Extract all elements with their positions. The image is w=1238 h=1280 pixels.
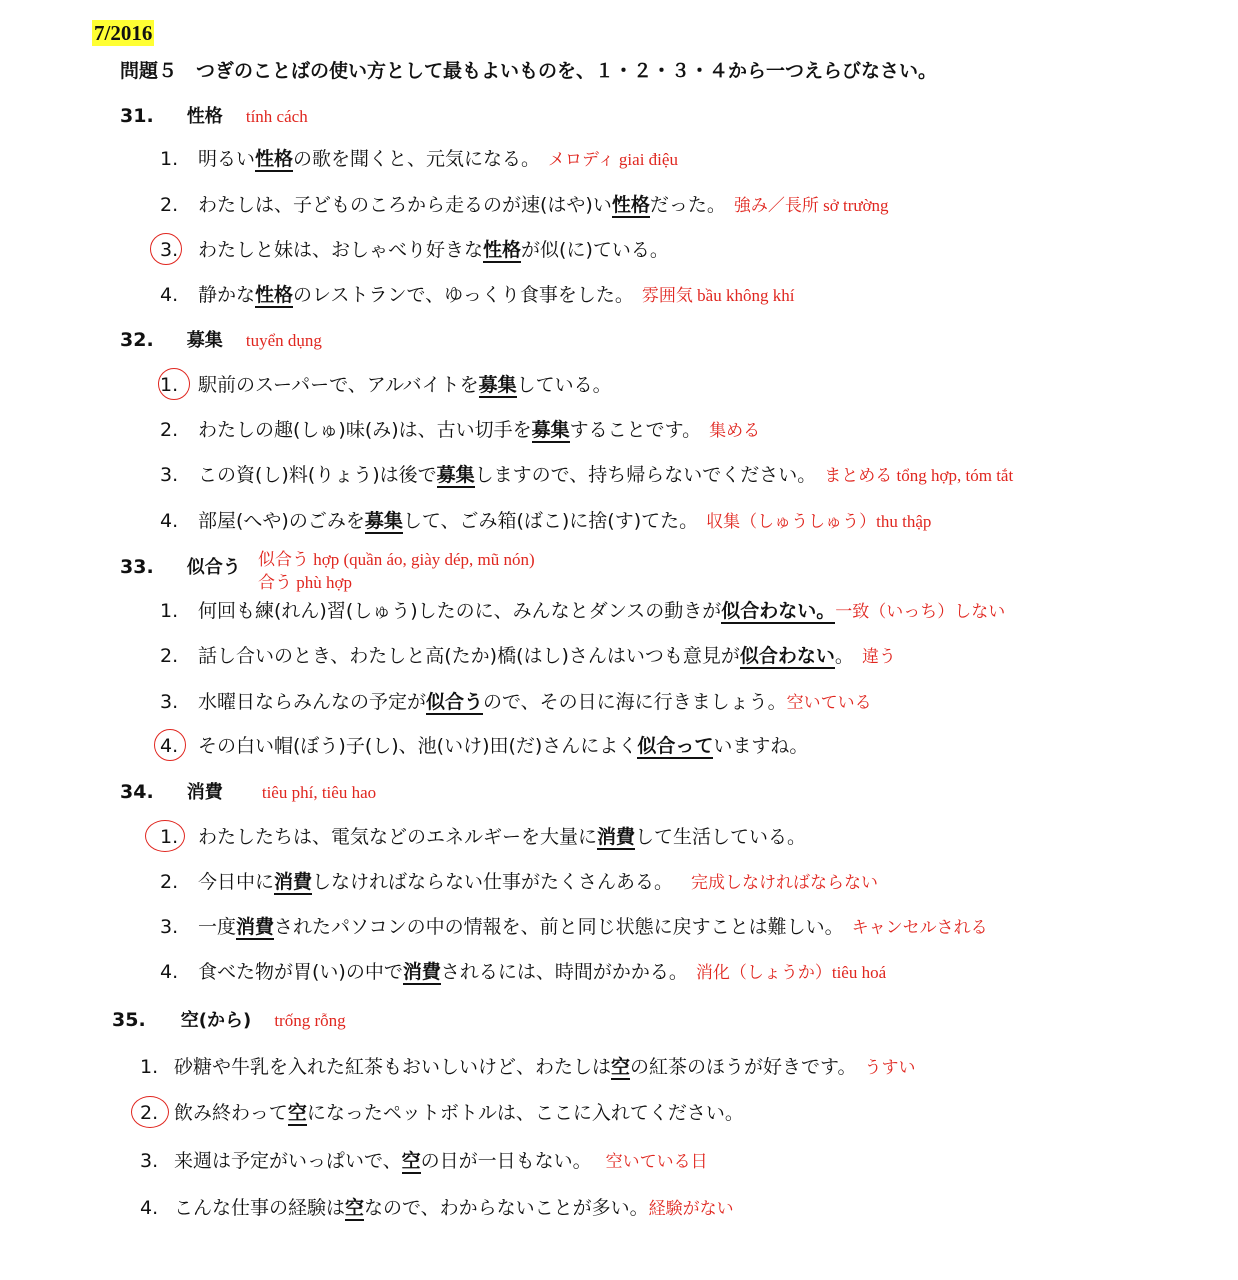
date-label: 7/2016 bbox=[94, 21, 153, 45]
option-33-3[interactable]: 3. 水曜日ならみんなの予定が似合うので、その日に海に行きましょう。空いている bbox=[160, 691, 872, 713]
option-34-2[interactable]: 2. 今日中に消費しなければならない仕事がたくさんある。 完成しなければならない bbox=[160, 871, 879, 893]
option-34-4[interactable]: 4. 食べた物が胃(い)の中で消費されるには、時間がかかる。 消化（しょうか）tiêu hoá bbox=[160, 961, 887, 983]
option-33-4[interactable]: 4. その白い帽(ぼう)子(し)、池(いけ)田(だ)さんによく似合っていますね。 bbox=[160, 735, 809, 757]
question-35-heading bbox=[112, 1006, 346, 1032]
question-word: 募集 bbox=[186, 330, 223, 351]
option-35-4[interactable]: 4. こんな仕事の経験は空なので、わからないことが多い。経験がない bbox=[140, 1197, 734, 1219]
question-meaning-2: 合う phù hợp bbox=[258, 573, 352, 592]
question-meaning: 似合う hợp (quần áo, giày dép, mũ nón) bbox=[258, 550, 535, 569]
option-32-3[interactable]: 3. この資(し)料(りょう)は後で募集しますので、持ち帰らないでください。 まとめる tổng hợp, tóm tắt bbox=[160, 464, 1014, 486]
option-35-1[interactable]: 1. 砂糖や牛乳を入れた紅茶もおいしいけど、わたしは空の紅茶のほうが好きです。 うすい bbox=[140, 1056, 916, 1078]
question-number: 33. bbox=[120, 556, 154, 578]
question-number: 34. bbox=[120, 781, 154, 803]
question-word: 消費 bbox=[186, 782, 223, 803]
question-word: 似合う bbox=[186, 557, 241, 578]
option-35-3[interactable]: 3. 来週は予定がいっぱいで、空の日が一日もない。 空いている日 bbox=[140, 1150, 708, 1172]
question-32-heading bbox=[120, 326, 322, 352]
option-34-1[interactable]: 1. わたしたちは、電気などのエネルギーを大量に消費して生活している。 bbox=[160, 826, 807, 848]
option-31-2[interactable]: 2. わたしは、子どものころから走るのが速(はや)い性格だった。 強み／長所 sở trường bbox=[160, 194, 889, 216]
instruction-header: 問題５ つぎのことばの使い方として最もよいものを、１・２・３・４から一つえらびなさい。 bbox=[120, 60, 938, 82]
option-32-4[interactable]: 4. 部屋(へや)のごみを募集して、ごみ箱(ばこ)に捨(す)てた。 収集（しゅうしゅう）thu thập bbox=[160, 510, 932, 532]
question-word: 性格 bbox=[186, 106, 223, 127]
question-34-heading bbox=[120, 778, 376, 804]
option-31-3[interactable]: 3. わたしと妹は、おしゃべり好きな性格が似(に)ている。 bbox=[160, 239, 669, 261]
question-number: 35. bbox=[112, 1009, 146, 1031]
question-meaning: trống rỗng bbox=[274, 1011, 346, 1030]
option-33-2[interactable]: 2. 話し合いのとき、わたしと高(たか)橋(はし)さんはいつも意見が似合わない。 違う bbox=[160, 645, 896, 667]
question-word: 空(から) bbox=[180, 1010, 252, 1031]
option-34-3[interactable]: 3. 一度消費されたパソコンの中の情報を、前と同じ状態に戻すことは難しい。 キャンセルされる bbox=[160, 916, 988, 938]
question-meaning: tiêu phí, tiêu hao bbox=[261, 783, 377, 802]
option-31-1[interactable]: 1. 明るい性格の歌を聞くと、元気になる。 メロディ giai điệu bbox=[160, 148, 678, 170]
option-32-1[interactable]: 1. 駅前のスーパーで、アルバイトを募集している。 bbox=[160, 374, 612, 396]
option-35-2[interactable]: 2. 飲み終わって空になったペットボトルは、ここに入れてください。 bbox=[140, 1102, 744, 1124]
question-number: 32. bbox=[120, 329, 154, 351]
question-number: 31. bbox=[120, 105, 154, 127]
question-31-heading bbox=[120, 102, 308, 128]
option-33-1[interactable]: 1. 何回も練(れん)習(しゅう)したのに、みんなとダンスの動きが似合わない。一致（いっち）しない bbox=[160, 600, 1006, 622]
question-meaning: tuyển dụng bbox=[245, 331, 322, 350]
question-33-heading bbox=[120, 553, 241, 579]
option-31-4[interactable]: 4. 静かな性格のレストランで、ゆっくり食事をした。 雰囲気 bầu không khí bbox=[160, 284, 795, 306]
question-meaning: tính cách bbox=[245, 107, 308, 126]
option-32-2[interactable]: 2. わたしの趣(しゅ)味(み)は、古い切手を募集することです。 集める bbox=[160, 419, 761, 441]
